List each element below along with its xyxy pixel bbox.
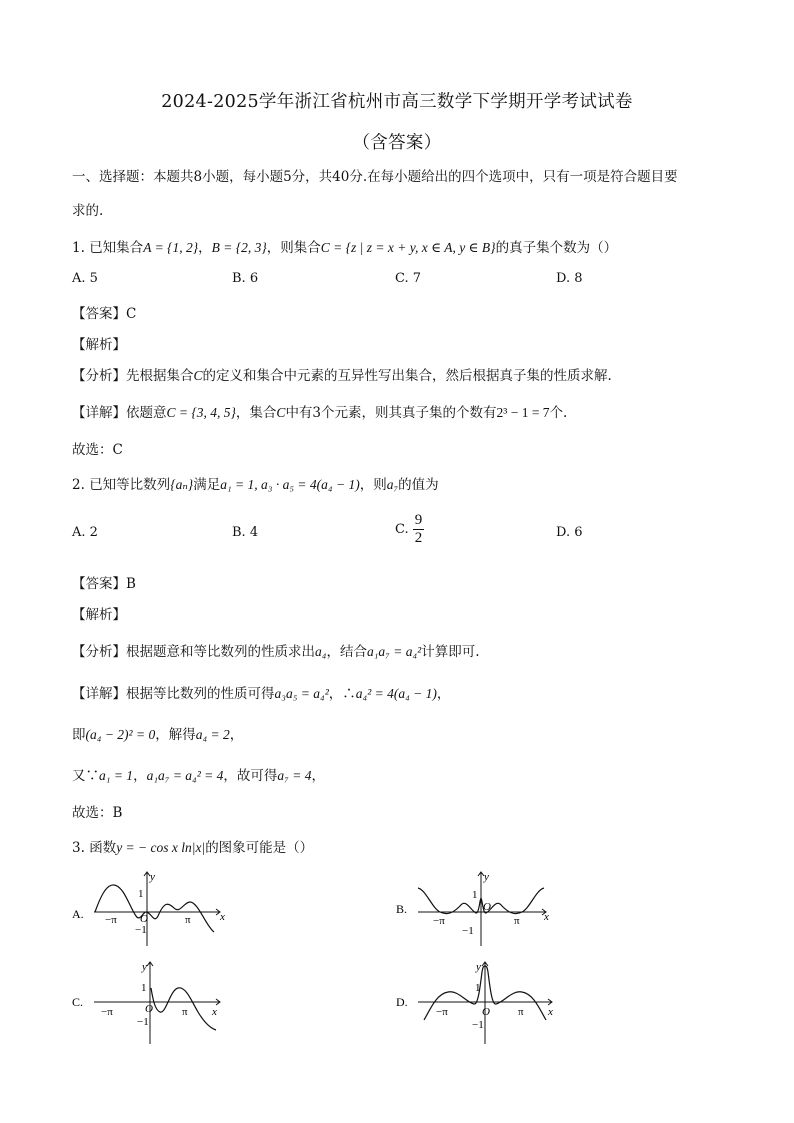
tick-label: 1 — [141, 982, 147, 994]
tick-label: −π — [101, 1006, 113, 1018]
graph-option-label: D. — [396, 995, 408, 1009]
detail-text-part: ，集合 — [235, 405, 277, 421]
stem-text: 函数 — [89, 840, 117, 856]
set-a: A = {1, 2} — [143, 240, 199, 255]
detail-tag: 【详解】 — [72, 405, 126, 421]
page-title: 2024-2025学年浙江省杭州市高三数学下学期开学考试试卷 — [161, 92, 633, 112]
graph-c-svg — [72, 958, 242, 1048]
math-expression: (a₄ − 2)² = 0 — [85, 727, 156, 742]
math-expression: a₁a₇ = a₄² — [366, 644, 422, 659]
tick-label: −1 — [462, 925, 474, 937]
stem-text: 满足 — [193, 477, 221, 493]
tick-label: π — [514, 915, 520, 927]
tick-label: −1 — [135, 924, 147, 936]
detail-text — [72, 682, 450, 702]
math-expression: a₇ = 4 — [277, 768, 312, 783]
stem-text: 的真子集个数为（） — [495, 240, 618, 256]
analysis-label: 【解析】 — [72, 337, 126, 353]
tick-label: −π — [105, 914, 117, 926]
detail-text-part: ，∴ — [328, 686, 356, 702]
detail-text-part: ，故可得 — [223, 768, 278, 784]
fraction — [413, 512, 425, 547]
choose-answer: 故选：B — [72, 805, 123, 821]
stem-text: 已知等比数列 — [89, 477, 171, 493]
y-axis-label: y — [484, 871, 489, 883]
x-axis-label: x — [548, 1006, 553, 1018]
tick-label: π — [518, 1006, 524, 1018]
math-expression: a₄² = 4(a₄ − 1) — [355, 686, 437, 701]
option-a[interactable]: A. 5 — [72, 271, 98, 286]
origin-label: O — [140, 913, 148, 925]
math-var: a₄ — [315, 644, 327, 659]
math-expression: a₃a₅ = a₄² — [274, 686, 329, 701]
detail-text-part: ， — [133, 768, 147, 784]
choose-answer: 故选：C — [72, 442, 123, 458]
option-d[interactable]: D. 6 — [556, 525, 583, 540]
option-c[interactable]: C. 7 — [395, 271, 422, 286]
origin-label: O — [145, 1003, 153, 1015]
analysis-tag: 【分析】 — [72, 644, 126, 660]
tick-label: π — [182, 1006, 188, 1018]
y-axis-label: y — [476, 961, 481, 973]
page-subtitle: （含答案） — [352, 133, 442, 153]
origin-label: O — [482, 1006, 490, 1018]
graph-option-label: C. — [72, 995, 84, 1009]
math-expression: a₁ = 1 — [99, 768, 134, 783]
question-2-stem — [72, 473, 439, 493]
question-3-stem — [72, 836, 313, 856]
detail-text-part: 中有3个元素，则其真子集的个数有 — [285, 405, 497, 421]
stem-text: 的值为 — [398, 477, 439, 493]
section-intro-line2: 求的. — [72, 203, 104, 219]
set-c: C = {z | z = x + y, x ∈ A, y ∈ B} — [320, 240, 496, 255]
graph-option-a[interactable] — [72, 868, 242, 952]
section-intro-line1: 一、选择题：本题共8小题，每小题5分，共40分.在每小题给出的四个选项中，只有一项是符合题目要 — [72, 169, 678, 185]
x-axis-label: x — [212, 1006, 217, 1018]
option-d[interactable]: D. 8 — [556, 271, 583, 286]
analysis-text-part: 计算即可. — [421, 644, 480, 660]
option-a[interactable]: A. 2 — [72, 525, 98, 540]
tick-label: −π — [433, 915, 445, 927]
tick-label: −π — [436, 1006, 448, 1018]
graph-option-b[interactable] — [396, 868, 566, 952]
tick-label: 1 — [472, 889, 478, 901]
fraction-denominator: 2 — [414, 530, 423, 546]
question-1-stem — [72, 236, 617, 256]
detail-text — [72, 401, 567, 421]
tick-label: 1 — [138, 888, 144, 900]
analysis-text-part: 先根据集合 — [126, 368, 194, 384]
detail-text-part: 即 — [72, 727, 86, 743]
detail-text-part: ， — [436, 686, 451, 702]
graph-option-d[interactable] — [396, 958, 566, 1052]
math-expression: a₁a₇ = a₄² = 4 — [146, 768, 224, 783]
x-axis-label: x — [544, 911, 549, 923]
math-var: C — [276, 405, 286, 420]
question-number: 2. — [72, 477, 85, 493]
graph-a-svg — [72, 868, 242, 948]
fraction-numerator: 9 — [414, 512, 423, 528]
detail-line-2 — [72, 723, 243, 743]
stem-text: 已知集合 — [89, 240, 144, 256]
question-number: 1. — [72, 240, 85, 256]
detail-text-part: ，解得 — [155, 727, 196, 743]
detail-text-part: ， — [311, 768, 325, 784]
y-axis-label: y — [142, 961, 147, 973]
graph-option-label: B. — [396, 902, 408, 916]
math-var: C — [193, 368, 203, 383]
graph-b-svg — [396, 868, 566, 948]
set-b: B = {2, 3} — [211, 240, 267, 255]
analysis-label: 【解析】 — [72, 607, 126, 623]
detail-tag: 【详解】 — [72, 686, 126, 702]
analysis-text-part: 的定义和集合中元素的互异性写出集合，然后根据真子集的性质求解. — [202, 368, 612, 384]
stem-text: ， — [198, 240, 212, 256]
math-expression: a₄ = 2 — [195, 727, 230, 742]
detail-text-part: 根据等比数列的性质可得 — [126, 686, 275, 702]
answer-label: 【答案】C — [72, 306, 137, 322]
tick-label: π — [185, 914, 191, 926]
tick-label: −1 — [137, 1016, 149, 1028]
math-seq: {aₙ} — [170, 477, 194, 492]
analysis-tag: 【分析】 — [72, 368, 126, 384]
analysis-text — [72, 640, 480, 660]
stem-text: ，则 — [359, 477, 387, 493]
math-expression: 2³ − 1 = 7 — [496, 405, 550, 420]
x-axis-label: x — [220, 911, 225, 923]
math-condition: a₁ = 1, a₃ · a₅ = 4(a₄ − 1) — [220, 477, 360, 492]
detail-line-3 — [72, 764, 325, 784]
y-axis-label: y — [150, 871, 155, 883]
detail-text-part: ， — [229, 727, 244, 743]
graph-option-label: A. — [72, 907, 84, 921]
option-b[interactable]: B. 4 — [232, 525, 259, 540]
detail-text-part: 个. — [549, 405, 568, 421]
question-number: 3. — [72, 840, 85, 856]
math-set: C = {3, 4, 5} — [166, 405, 236, 420]
graph-d-svg — [396, 958, 566, 1048]
option-label: C. — [395, 522, 409, 537]
detail-text-part: 又∵ — [72, 768, 99, 784]
analysis-text — [72, 364, 612, 384]
option-c[interactable] — [395, 512, 424, 547]
math-function: y = − cos x ln|x| — [116, 840, 206, 855]
tick-label: 1 — [475, 982, 481, 994]
math-var: a₇ — [386, 477, 399, 492]
tick-label: −1 — [472, 1019, 484, 1031]
analysis-text-part: ，结合 — [326, 644, 367, 660]
stem-text: 的图象可能是（） — [205, 840, 314, 856]
answer-label: 【答案】B — [72, 576, 136, 592]
detail-text-part: 依题意 — [126, 405, 167, 421]
origin-label: O — [483, 901, 491, 913]
analysis-text-part: 根据题意和等比数列的性质求出 — [126, 644, 315, 660]
option-b[interactable]: B. 6 — [232, 271, 259, 286]
graph-option-c[interactable] — [72, 958, 242, 1052]
stem-text: ，则集合 — [266, 240, 321, 256]
